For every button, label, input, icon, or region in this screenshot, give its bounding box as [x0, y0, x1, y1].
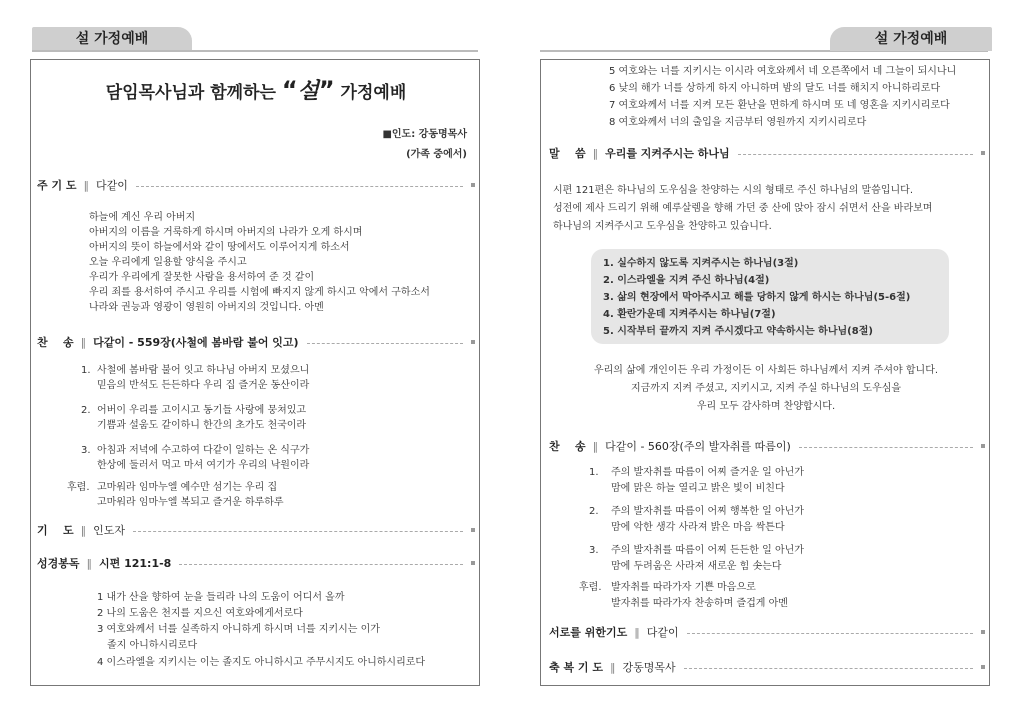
right-tab-label: 설 가정예배: [874, 31, 948, 47]
section-hymn: 찬 송 ‖ 다같이 - 559장(사철에 봄바람 불어 잇고): [37, 334, 475, 350]
left-tab-label: 설 가정예배: [75, 31, 149, 47]
section-scripture: 성경봉독 ‖ 시편 121:1-8: [37, 555, 475, 571]
leader-line: ■인도: 강동명목사: [382, 129, 467, 140]
left-page: 담임목사님과 함께하는 “설” 가정예배 ■인도: 강동명목사 (가족 중에서) 주 기 도 ‖ 다같이 하늘에 계신 우리 아버지 아버지의 이름을 거룩하게 하시며 아버지의 나라가 오게 하시며 아버지의 뜻이 하늘에서와 같이 땅에서도 이루어지게 하소서 오늘 우리에게 일용할 양식을 주시고 우리가 우리에게 잘못한 사람을 용서하여 준 것 같이 우리 죄를 용서하여 주시고 우리를 시험에 빠지지 않게 하시고 악에서 구하소서 나라와 권능과 영광이 영원히 아버지의 것입니다. 아멘 찬 송 ‖ 다같이 - 559장(사철에 봄바람 불어 잇고) 1. 사철에 봄바람 불어 잇고 하나님 아버지 모셨으니 믿음의 반석도 든든하다 우리 집 즐거운 동산이라 2. 어버이 우리를 고이시고 동기들 사랑에 뭉쳐있고 기쁨과 설움도 같이하니 한간의 초가도 천국이라 3. 아침과 저녁에 수고하여 다같이 일하는 온 식구가 한상에 둘러서 먹고 마셔 여기가 우리의 낙원이라 후렴. 고마워라 임마누엘 예수만 섬기는 우리 집 고마워라 임마누엘 복되고 즐거운 하루하루 기 도 ‖ 인도자 성경봉독 ‖ 시편 121:1-8 1 내가 산을 향하여 눈을 들리라 나의 도움이 어디서 올까 2 나의 도움은 천지를 지으신 여호와에게서로다 3 여호와께서 너를 실족하지 아니하게 하시며 너를 지키시는 이가 졸지 아니하시리로다 4 이스라엘을 지키시는 이는 졸지도 아니하시고 주무시지도 아니하시리로다: [30, 59, 480, 686]
section-benediction: 축 복 기 도 ‖ 강동명목사: [549, 659, 985, 675]
left-header-rule: [32, 50, 478, 52]
section-lords-prayer: 주 기 도 ‖ 다같이: [37, 177, 475, 193]
section-prayer: 기 도 ‖ 인도자: [37, 522, 475, 538]
section-hymn-2: 찬 송 ‖ 다같이 - 560장(주의 발자취를 따름이): [549, 438, 985, 454]
right-header-tab: [830, 27, 992, 51]
section-mutual-prayer: 서로를 위한기도 ‖ 다같이: [549, 624, 985, 640]
family-line: (가족 중에서): [406, 149, 467, 160]
page-title: 담임목사님과 함께하는 “설” 가정예배: [105, 76, 407, 104]
left-header-tab: [32, 27, 192, 51]
section-sermon: 말 씀 ‖ 우리를 지켜주시는 하나님: [549, 145, 985, 161]
right-page: 5 여호와는 너를 지키시는 이시라 여호와께서 네 오른쪽에서 네 그늘이 되시나니 6 낮의 해가 너를 상하게 하지 아니하며 밤의 달도 너를 해치지 아니하리로다 7 여호와께서 너를 지켜 모든 환난을 면하게 하시며 또 네 영혼을 지키시리로다 8 여호와께서 너의 출입을 지금부터 영원까지 지키시리로다 말 씀 ‖ 우리를 지켜주시는 하나님 시편 121편은 하나님의 도우심을 찬양하는 시의 형태로 주신 하나님의 말씀입니다. 성전에 제사 드리기 위해 예루살렘을 향해 가던 중 산에 앉아 잠시 쉬면서 산을 바라보며 하나님의 지켜주시고 도우심을 찬양하고 있습니다. 1. 실수하지 않도록 지켜주시는 하나님(3절) 2. 이스라엘을 지켜 주신 하나님(4절) 3. 삶의 현장에서 막아주시고 해를 당하지 않게 하시는 하나님(5-6절) 4. 환란가운데 지켜주시는 하나님(7절) 5. 시작부터 끝까지 지켜 주시겠다고 약속하시는 하나님(8절) 우리의 삶에 개인이든 우리 가정이든 이 사회든 하나님께서 지켜 주셔야 합니다. 지금까지 지켜 주셨고, 지키시고, 지켜 주실 하나님의 도우심을 우리 모두 감사하며 찬양합시다. 찬 송 ‖ 다같이 - 560장(주의 발자취를 따름이) 1. 주의 발자취를 따름이 어찌 즐거운 일 아닌가 맘에 맑은 하늘 열리고 밝은 빛이 비친다 2. 주의 발자취를 따름이 어찌 행복한 일 아닌가 맘에 악한 생각 사라져 밝은 마음 싹튼다 3. 주의 발자취를 따름이 어찌 든든한 일 아닌가 맘에 두려움은 사라져 새로운 힘 솟는다 후렴. 발자취를 따라가자 기쁜 마음으로 발자취를 따라가자 찬송하며 즐겁게 아멘 서로를 위한기도 ‖ 다같이 축 복 기 도 ‖ 강동명목사: [540, 59, 990, 686]
